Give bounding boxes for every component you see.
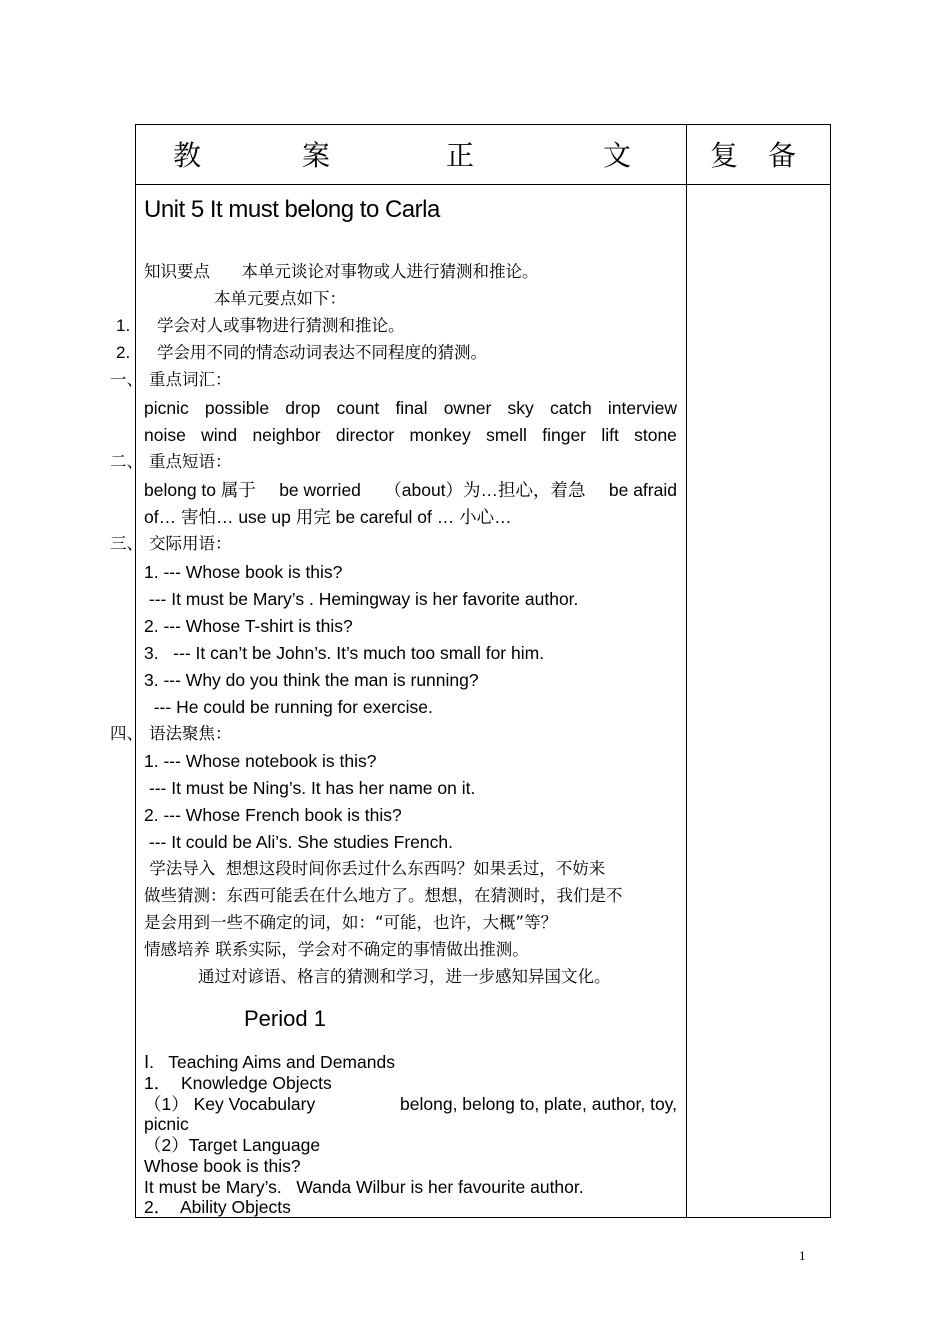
aims-line: 1． Knowledge Objects (144, 1073, 332, 1093)
section-heading: 交际用语： (149, 534, 232, 553)
aims-line: Whose book is this? (144, 1156, 301, 1176)
dialogue-line: --- He could be running for exercise. (144, 697, 433, 717)
method-line: 情感培养 联系实际，学会对不确定的事情做出推测。 (144, 940, 529, 959)
section-marker: 一、 (110, 370, 143, 389)
dialogue-line: --- It must be Ning’s. It has her name on it. (144, 778, 476, 798)
method-line: 通过对谚语、格言的猜测和学习，进一步感知异国文化。 (198, 967, 611, 986)
vocab-word: count (336, 398, 380, 418)
header-char: 复 (710, 139, 739, 172)
phrase: be worried (279, 480, 361, 500)
vocab-word: neighbor (252, 425, 321, 445)
vocab-word: interview (607, 398, 677, 418)
aims-line: It must be Mary’s. Wanda Wilbur is her favourite author. (144, 1177, 584, 1197)
page-number: 1 (799, 1248, 806, 1263)
section-heading: 语法聚焦： (149, 724, 232, 743)
vocab-word: director (335, 425, 395, 445)
period-heading: Period 1 (244, 1006, 326, 1031)
vocab-row (144, 423, 677, 447)
section-heading: 重点短语： (149, 452, 232, 471)
aims-line: （2）Target Language (144, 1135, 321, 1155)
vocab-word: sky (507, 398, 534, 418)
dialogue-line: --- It must be Mary’s . Hemingway is her favorite author. (144, 589, 579, 609)
vocab-word: lift (601, 425, 619, 445)
method-line: 做些猜测：东西可能丢在什么地方了。想想，在猜测时，我们是不 (144, 886, 623, 905)
list-item: 学会对人或事物进行猜测和推论。 (157, 316, 405, 335)
vocab-word: stone (634, 425, 677, 445)
vocab-word: owner (443, 398, 492, 418)
list-item: 学会用不同的情态动词表达不同程度的猜测。 (157, 343, 487, 362)
header-char: 正 (446, 139, 475, 172)
knowledge-line: 本单元要点如下： (214, 289, 346, 308)
phrase: belong to 属于 (144, 480, 256, 500)
vocab-word: noise (144, 425, 186, 445)
header-char: 教 (173, 139, 202, 172)
dialogue-line: --- It could be Ali’s. She studies French. (144, 832, 453, 852)
section-marker: 四、 (110, 724, 143, 743)
aims-line: picnic (144, 1114, 189, 1134)
header-char: 备 (768, 139, 797, 172)
vocab-word: final (395, 398, 428, 418)
vocab-word: drop (285, 398, 321, 418)
aims-line: 2． Ability Objects (144, 1197, 291, 1217)
aims-vocab-words: belong, belong to, plate, author, toy, (400, 1094, 677, 1114)
header-char: 文 (603, 139, 632, 172)
dialogue-line: 1. --- Whose notebook is this? (144, 751, 377, 771)
knowledge-line: 知识要点 本单元谈论对事物或人进行猜测和推论。 (144, 262, 539, 281)
column-divider (686, 124, 687, 1218)
unit-title: Unit 5 It must belong to Carla (144, 196, 440, 223)
dialogue-line: 2. --- Whose T-shirt is this? (144, 616, 353, 636)
section-marker: 二、 (110, 452, 143, 471)
vocab-word: smell (486, 425, 527, 445)
section-heading: 重点词汇： (149, 370, 232, 389)
vocab-word: picnic (144, 398, 189, 418)
phrase: be afraid (608, 480, 677, 500)
header-char: 案 (302, 139, 331, 172)
vocab-row (144, 396, 677, 420)
vocab-word: finger (542, 425, 587, 445)
list-number: 2. (116, 343, 131, 362)
method-line: 学法导入 想想这段时间你丢过什么东西吗？如果丢过，不妨来 (144, 859, 606, 878)
dialogue-line: 1. --- Whose book is this? (144, 562, 343, 582)
list-number: 1. (116, 316, 131, 335)
method-line: 是会用到一些不确定的词，如：“可能，也许，大概”等？ (144, 913, 558, 932)
aims-heading: Ⅰ. Teaching Aims and Demands (144, 1052, 395, 1072)
phrase: （about）为…担心，着急 (384, 480, 586, 500)
dialogue-line: 3. --- Why do you think the man is running? (144, 670, 479, 690)
section-marker: 三、 (110, 534, 143, 553)
vocab-word: catch (549, 398, 592, 418)
header-divider (135, 184, 831, 185)
dialogue-line: 3. --- It can’t be John’s. It’s much too small for him. (144, 643, 545, 663)
phrase-line: of… 害怕… use up 用完 be careful of … 小心… (144, 507, 512, 527)
vocab-word: wind (201, 425, 238, 445)
aims-vocab-line (144, 1094, 677, 1114)
dialogue-line: 2. --- Whose French book is this? (144, 805, 402, 825)
vocab-word: possible (204, 398, 270, 418)
aims-vocab-label: （1） Key Vocabulary (144, 1094, 316, 1114)
vocab-word: monkey (409, 425, 471, 445)
phrase-line (144, 478, 677, 502)
